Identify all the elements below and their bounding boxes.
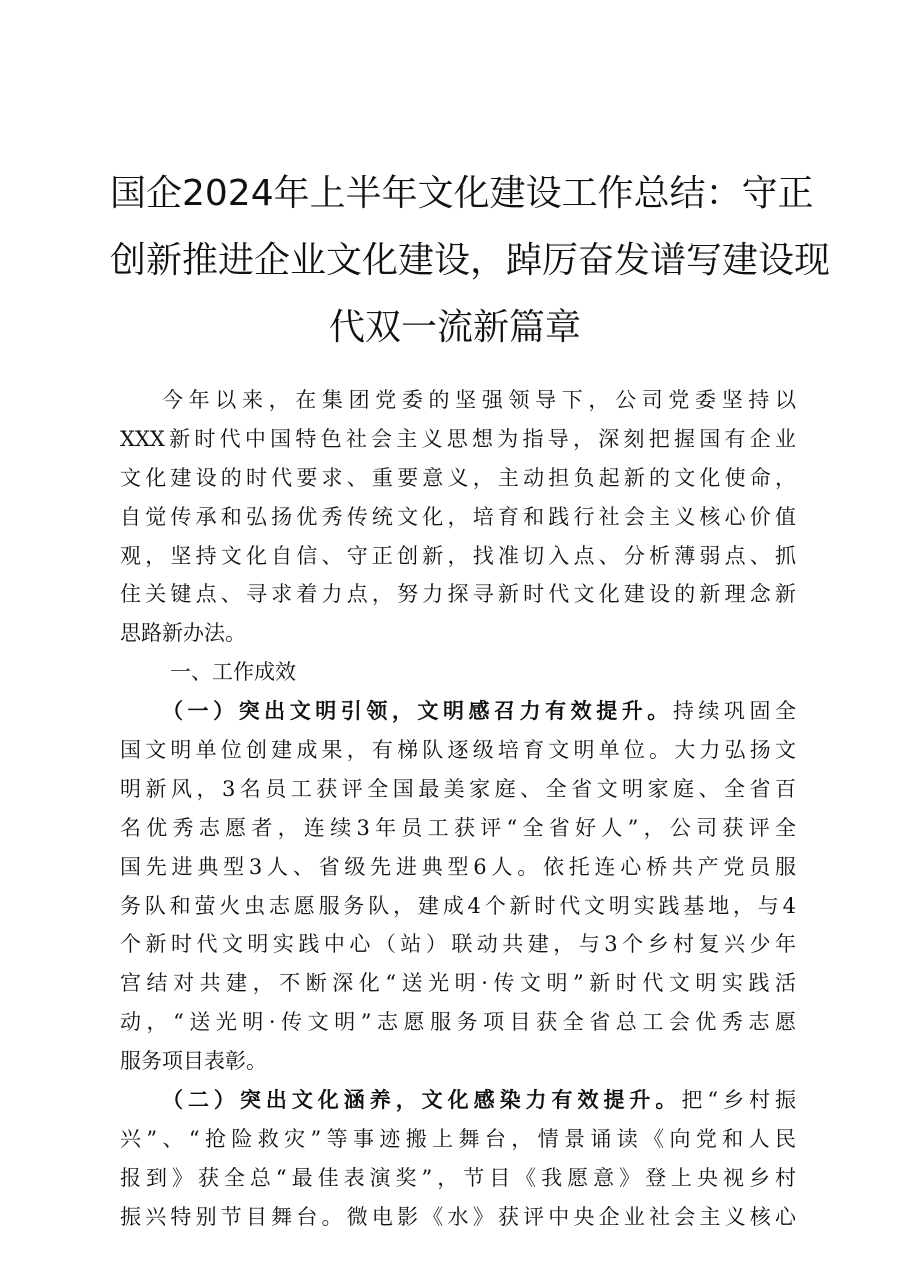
- item1-line: 国先进典型3人、省级先进典型6人。依托连心桥共产党员服: [120, 854, 796, 879]
- item2-first-line: [120, 1081, 796, 1120]
- title-line: 创新推进企业文化建设，踔厉奋发谱写建设现: [110, 240, 831, 281]
- item1-first-rest: 持续巩固全: [672, 699, 796, 724]
- item1-line: 宫结对共建，不断深化“送光明·传文明”新时代文明实践活: [120, 971, 796, 996]
- intro-line: XXX新时代中国特色社会主义思想为指导，深刻把握国有企业: [120, 426, 796, 451]
- item2-line: 兴”、“抢险救灾”等事迹搬上舞台，情景诵读《向党和人民: [120, 1126, 796, 1151]
- item1-line: 明新风，3名员工获评全国最美家庭、全省文明家庭、全省百: [120, 776, 796, 801]
- item2-first-rest: 把“乡村振: [681, 1088, 796, 1113]
- item1-line: 国文明单位创建成果，有梯队逐级培育文明单位。大力弘扬文: [120, 738, 796, 763]
- intro-line: 观，坚持文化自信、守正创新，找准切入点、分析薄弱点、抓: [120, 543, 796, 568]
- document-body: [120, 381, 796, 1237]
- intro-line: 住关键点、寻求着力点，努力探寻新时代文化建设的新理念新: [120, 582, 796, 607]
- document-title: [110, 160, 831, 361]
- item1-line: 服务项目表彰。: [120, 1049, 267, 1074]
- title-line: 国企2024年上半年文化建设工作总结：守正: [110, 173, 814, 214]
- section-heading: 一、工作成效: [170, 660, 296, 685]
- item2-line: 报到》获全总“最佳表演奖”，节目《我愿意》登上央视乡村: [120, 1165, 796, 1190]
- intro-line: 自觉传承和弘扬优秀传统文化，培育和践行社会主义核心价值: [120, 504, 796, 529]
- item1-line: 务队和萤火虫志愿服务队，建成4个新时代文明实践基地，与4: [120, 893, 796, 918]
- item2-lead: （二）突出文化涵养，文化感染力有效提升。: [162, 1087, 682, 1113]
- intro-line: 今年以来，在集团党委的坚强领导下，公司党委坚持以: [162, 388, 796, 412]
- item1-line: 个新时代文明实践中心（站）联动共建，与3个乡村复兴少年: [120, 932, 796, 957]
- title-line: 代双一流新篇章: [328, 307, 581, 348]
- item1-line: 名优秀志愿者，连续3年员工获评“全省好人”，公司获评全: [120, 815, 796, 840]
- item1-first-line: [120, 692, 796, 731]
- item1-lead: （一）突出文明引领，文明感召力有效提升。: [162, 698, 673, 724]
- intro-line: 思路新办法。: [120, 621, 246, 646]
- item2-line: 振兴特别节目舞台。微电影《水》获评中央企业社会主义核心: [120, 1204, 796, 1229]
- item1-line: 动，“送光明·传文明”志愿服务项目获全省总工会优秀志愿: [120, 1010, 796, 1035]
- intro-line: 文化建设的时代要求、重要意义，主动担负起新的文化使命，: [120, 465, 796, 490]
